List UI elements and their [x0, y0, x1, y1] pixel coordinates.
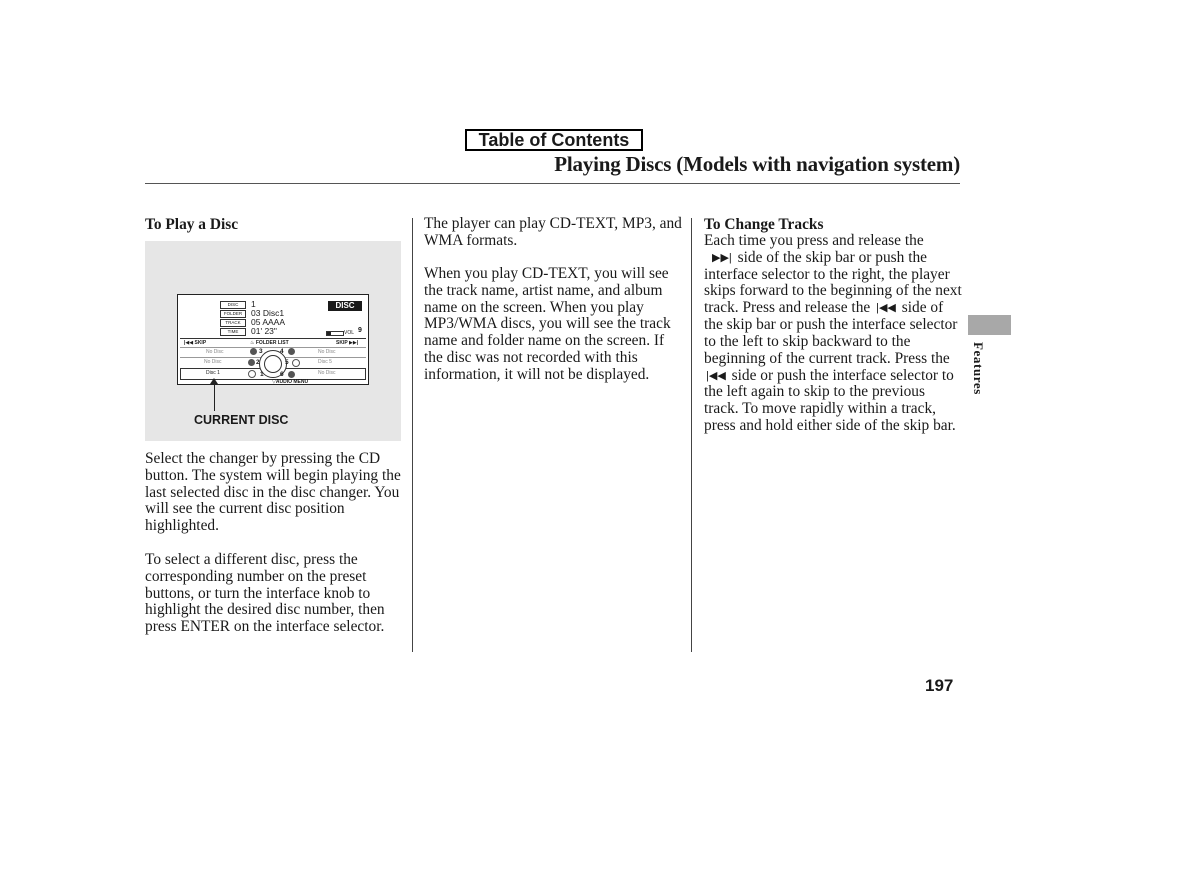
preset-1-number: 1 [260, 371, 264, 378]
preset-1-icon [248, 370, 256, 378]
list-icon: ♨ [250, 340, 255, 346]
track-tag: TRACK [220, 319, 246, 327]
slot-3-label: No Disc [206, 349, 224, 355]
preset-3-icon [250, 348, 257, 355]
skip-forward-icon: ▶▶| [712, 251, 732, 264]
time-tag: TIME [220, 328, 246, 336]
callout-arrow-icon [210, 378, 218, 384]
skip-back-icon: |◀◀ [706, 369, 726, 382]
play-disc-paragraph-1: Select the changer by pressing the CD button. The system will begin playing the last selected disc in the disc changer. You will see the current disc position highlighted. [145, 450, 401, 535]
disc-tag: DISC [220, 301, 246, 309]
section-heading-change-tracks: To Change Tracks [704, 216, 824, 233]
folder-list-label: ♨ FOLDER LIST [250, 340, 289, 346]
skip-forward-icon: ▶▶| [348, 340, 359, 346]
nav-screen-illustration [177, 294, 369, 385]
audio-menu-label: ▽AUDIO MENU [272, 379, 309, 385]
page-number: 197 [925, 676, 954, 695]
cd-text-paragraph: When you play CD-TEXT, you will see the track name, artist name, and album name on the screen. When you play MP3/WMA discs, you will see the track name and folder name on the screen. If the disc was not recorded with this information, it will not be displayed. [424, 265, 671, 383]
current-disc-callout: CURRENT DISC [194, 413, 289, 427]
preset-5-icon [292, 359, 300, 367]
preset-5-number: 5 [285, 359, 289, 366]
slot-5-label: Disc 5 [318, 359, 332, 365]
section-tab-marker [968, 315, 1011, 335]
skip-back-icon: |◀◀ [876, 302, 896, 315]
play-disc-paragraph-2: To select a different disc, press the corresponding number on the preset buttons, or turn the interface knob to highlight the desired disc number, then press ENTER on the interface selector. [145, 551, 385, 636]
folder-value: 03 Disc1 [251, 308, 285, 318]
column-divider-2 [691, 218, 692, 652]
preset-6-icon [288, 371, 295, 378]
time-value: 01' 23" [251, 326, 277, 336]
track-value: 05 AAAA [251, 317, 286, 327]
skip-back-icon: |◀◀ [184, 340, 194, 346]
preset-4-number: 4 [280, 348, 284, 355]
skip-forward-label: SKIP ▶▶| [336, 340, 359, 346]
section-tab-label: Features [971, 342, 986, 395]
skip-back-label: |◀◀ SKIP [184, 340, 207, 346]
column-divider-1 [412, 218, 413, 652]
disc-value: 1 [251, 299, 256, 309]
change-tracks-paragraph: Each time you press and release the ▶▶| side of the skip bar or push the interface selector to the right, the player skips forward to the beginning of the next track. Press and release the |◀◀ side of the skip bar or push the interface selector to the left to skip backward to the beginning of the current track. Press the |◀◀ side or push the interface selector to the left again to skip to the previous track. To move rapidly within a track, press and hold either side of the skip bar. [704, 232, 962, 434]
table-of-contents-link[interactable]: Table of Contents [465, 129, 643, 151]
page-title: Playing Discs (Models with navigation system) [554, 152, 960, 176]
preset-4-icon [288, 348, 295, 355]
slot-1-label: Disc 1 [206, 370, 220, 376]
section-heading-play-disc: To Play a Disc [145, 216, 239, 233]
header-rule [145, 183, 960, 184]
mode-badge: DISC [328, 301, 362, 311]
preset-2-icon [248, 359, 255, 366]
volume-value: 9 [358, 327, 362, 334]
slot-6-label: No Disc [318, 370, 336, 376]
screen-divider [180, 338, 366, 339]
down-triangle-icon: ▽ [272, 379, 276, 385]
slot-2-label: No Disc [204, 359, 222, 365]
preset-2-number: 2 [256, 359, 260, 366]
preset-6-number: 6 [280, 371, 284, 378]
callout-line [214, 381, 215, 411]
folder-tag: FOLDER [220, 310, 246, 318]
preset-3-number: 3 [259, 348, 263, 355]
volume-label: VOL [344, 330, 355, 336]
formats-paragraph: The player can play CD-TEXT, MP3, and WMA formats. [424, 215, 682, 249]
volume-bar [326, 331, 344, 336]
slot-4-label: No Disc [318, 349, 336, 355]
